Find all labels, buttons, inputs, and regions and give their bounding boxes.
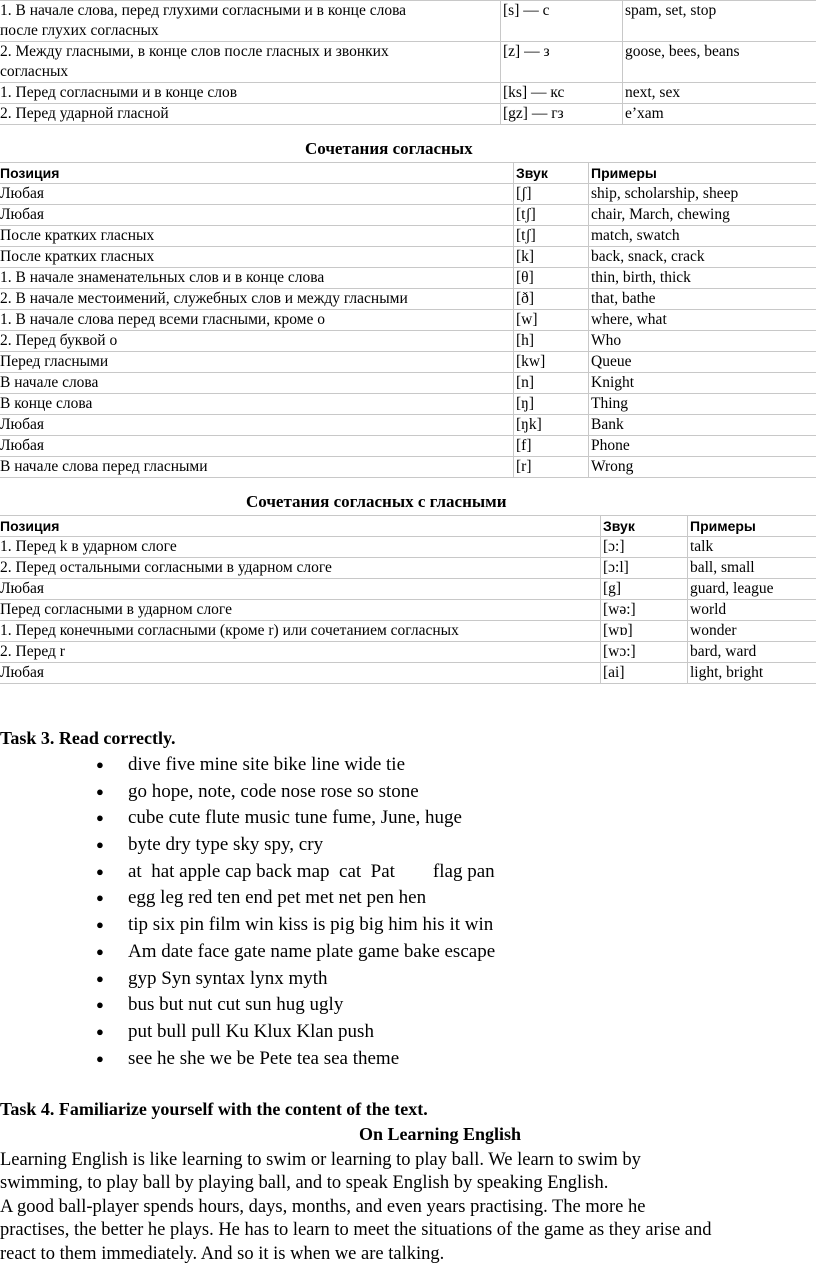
table-row (0, 289, 816, 310)
sound-header: Звук (514, 163, 589, 184)
sound-cell: [θ] (514, 268, 589, 289)
list-item (0, 805, 816, 832)
position-cell: Любая (0, 415, 514, 436)
table-row (0, 642, 816, 663)
position-cell: Перед гласными (0, 352, 514, 373)
examples-cell: Bank (589, 415, 816, 436)
bullet-icon: ● (96, 810, 104, 826)
list-item-text: byte dry type sky spy, cry (128, 834, 324, 856)
bullet-icon: ● (96, 890, 104, 906)
sound-cell: [g] (601, 579, 688, 600)
sound-header: Звук (601, 516, 688, 537)
table-row (0, 226, 816, 247)
bullet-icon: ● (96, 1050, 104, 1066)
read-correctly-list (0, 752, 816, 1072)
position-cell: В начале слова (0, 373, 514, 394)
text-title: On Learning English (358, 1124, 522, 1144)
list-item (0, 779, 816, 806)
sound-cell: [n] (514, 373, 589, 394)
table-row (0, 457, 816, 478)
paragraph (0, 1196, 816, 1266)
list-item-text: bus but nut cut sun hug ugly (128, 994, 344, 1016)
paragraph-line: A good ball-player spends hours, days, months, and even years practising. The more he (0, 1197, 646, 1217)
bullet-icon: ● (96, 837, 104, 853)
examples-cell: Queue (589, 352, 816, 373)
bullet-icon: ● (96, 997, 104, 1013)
list-item-text: cube cute flute music tune fume, June, huge (128, 807, 462, 829)
sound-cell: [ɔ:l] (601, 558, 688, 579)
examples-cell: Wrong (589, 457, 816, 478)
examples-cell: bard, ward (688, 642, 816, 663)
task4-title: Task 4. Familiarize yourself with the content of the text. (0, 1099, 428, 1119)
bullet-icon: ● (96, 863, 104, 879)
list-item-text: see he she we be Pete tea sea theme (128, 1047, 400, 1069)
position-cell: Перед согласными в ударном слоге (0, 600, 601, 621)
examples-cell: spam, set, stop (623, 1, 816, 42)
list-item (0, 912, 816, 939)
position-cell: 1. В начале слова перед всеми гласными, кроме о (0, 310, 514, 331)
table-row (0, 537, 816, 558)
sound-cell: [tʃ] (514, 226, 589, 247)
list-item-text: go hope, note, code nose rose so stone (128, 780, 419, 802)
sound-cell: [f] (514, 436, 589, 457)
examples-cell: next, sex (623, 83, 816, 104)
table-row (0, 310, 816, 331)
position-cell: 2. Перед остальными согласными в ударном слоге (0, 558, 601, 579)
table-row (0, 373, 816, 394)
examples-header: Примеры (589, 163, 816, 184)
sound-cell: [ŋk] (514, 415, 589, 436)
bullet-icon: ● (96, 943, 104, 959)
task3-title: Task 3. Read correctly. (0, 728, 176, 748)
header-row (0, 516, 816, 537)
position-cell: Любая (0, 663, 601, 684)
examples-header: Примеры (688, 516, 816, 537)
paragraph-line: swimming, to play ball by playing ball, and to speak English by speaking English. (0, 1173, 609, 1194)
table-row (0, 579, 816, 600)
position-cell (0, 1, 501, 42)
list-item (0, 885, 816, 912)
table-row (0, 394, 816, 415)
sound-cell: [wɒ] (601, 621, 688, 642)
header-row (0, 163, 816, 184)
list-item (0, 939, 816, 966)
list-item-text: at hat apple cap back map cat Pat flag pan (128, 860, 495, 882)
letter-rules-table (0, 0, 816, 125)
examples-cell: talk (688, 537, 816, 558)
position-line: 1. Перед согласными и в конце слов (0, 84, 238, 101)
table-row (0, 184, 816, 205)
position-line: 1. В начале слова, перед глухими согласными и в конце слова (0, 2, 407, 19)
list-item-text: tip six pin film win kiss is pig big him his it win (128, 914, 494, 936)
examples-cell: Knight (589, 373, 816, 394)
list-item-text: Am date face gate name plate game bake escape (128, 940, 496, 962)
position-line: 2. Перед ударной гласной (0, 105, 169, 122)
table-row (0, 83, 816, 104)
examples-cell: light, bright (688, 663, 816, 684)
position-cell: После кратких гласных (0, 247, 514, 268)
paragraph-line: Learning English is like learning to swim or learning to play ball. We learn to swim by (0, 1150, 641, 1170)
list-item (0, 832, 816, 859)
table-row (0, 1, 816, 42)
table-row (0, 600, 816, 621)
list-item (0, 859, 816, 886)
position-cell: 1. В начале знаменательных слов и в конце слова (0, 268, 514, 289)
position-cell: Любая (0, 184, 514, 205)
table-row (0, 621, 816, 642)
position-cell: В начале слова перед гласными (0, 457, 514, 478)
table-row (0, 42, 816, 83)
bullet-icon: ● (96, 970, 104, 986)
paragraph-line: practises, the better he plays. He has to learn to meet the situations of the game as they arise and (0, 1220, 712, 1241)
sound-cell: [kw] (514, 352, 589, 373)
consonant-vowel-title: Сочетания согласных с гласными (246, 492, 507, 511)
position-cell: 2. В начале местоимений, служебных слов и между гласными (0, 289, 514, 310)
position-line: 2. Между гласными, в конце слов после гласных и звонких (0, 43, 389, 60)
sound-cell: [gz] — гз (501, 104, 623, 125)
examples-cell: Thing (589, 394, 816, 415)
bullet-icon: ● (96, 783, 104, 799)
list-item (0, 1046, 816, 1073)
examples-cell: ball, small (688, 558, 816, 579)
examples-cell: that, bathe (589, 289, 816, 310)
examples-cell: where, what (589, 310, 816, 331)
sound-cell: [w] (514, 310, 589, 331)
list-item-text: egg leg red ten end pet met net pen hen (128, 887, 427, 909)
list-item (0, 752, 816, 779)
list-item-text: gyp Syn syntax lynx myth (128, 967, 328, 989)
list-item (0, 992, 816, 1019)
sound-cell: [ai] (601, 663, 688, 684)
bullet-icon: ● (96, 757, 104, 772)
examples-cell: world (688, 600, 816, 621)
examples-cell: e’xam (623, 104, 816, 125)
position-line: после глухих согласных (0, 22, 159, 39)
sound-cell: [ɔ:] (601, 537, 688, 558)
table-row (0, 104, 816, 125)
sound-cell: [h] (514, 331, 589, 352)
position-cell: 2. Перед буквой о (0, 331, 514, 352)
sound-cell: [r] (514, 457, 589, 478)
list-item (0, 1019, 816, 1046)
position-header: Позиция (0, 163, 514, 184)
position-line: согласных (0, 63, 69, 80)
position-cell: Любая (0, 205, 514, 226)
position-cell: 1. Перед k в ударном слоге (0, 537, 601, 558)
sound-cell: [wɔ:] (601, 642, 688, 663)
sound-cell: [ʃ] (514, 184, 589, 205)
sound-cell: [z] — з (501, 42, 623, 83)
examples-cell: wonder (688, 621, 816, 642)
sound-cell: [ŋ] (514, 394, 589, 415)
position-cell (0, 42, 501, 83)
sound-cell: [wə:] (601, 600, 688, 621)
paragraph (0, 1149, 816, 1196)
sound-cell: [ks] — кс (501, 83, 623, 104)
examples-cell: Who (589, 331, 816, 352)
table-row (0, 558, 816, 579)
table-row (0, 415, 816, 436)
position-cell: Любая (0, 436, 514, 457)
position-cell: 1. Перед конечными согласными (кроме r) или сочетанием согласных (0, 621, 601, 642)
list-item-text: put bull pull Ku Klux Klan push (128, 1020, 374, 1042)
table-row (0, 663, 816, 684)
bullet-icon: ● (96, 917, 104, 933)
examples-cell: thin, birth, thick (589, 268, 816, 289)
position-cell (0, 83, 501, 104)
bullet-icon: ● (96, 1023, 104, 1039)
table-row (0, 331, 816, 352)
table-row (0, 352, 816, 373)
examples-cell: ship, scholarship, sheep (589, 184, 816, 205)
sound-cell: [s] — с (501, 1, 623, 42)
examples-cell: Phone (589, 436, 816, 457)
examples-cell: back, snack, crack (589, 247, 816, 268)
sound-cell: [tʃ] (514, 205, 589, 226)
consonants-title: Сочетания согласных (305, 139, 473, 158)
paragraph-line: react to them immediately. And so it is when we are talking. (0, 1243, 445, 1264)
table-row (0, 436, 816, 457)
consonant-combinations-table (0, 162, 816, 478)
table-row (0, 247, 816, 268)
examples-cell: chair, March, chewing (589, 205, 816, 226)
position-cell: После кратких гласных (0, 226, 514, 247)
position-cell: 2. Перед r (0, 642, 601, 663)
examples-cell: match, swatch (589, 226, 816, 247)
position-header: Позиция (0, 516, 601, 537)
list-item-text: dive five mine site bike line wide tie (128, 754, 406, 775)
consonant-vowel-table (0, 515, 816, 684)
position-cell: В конце слова (0, 394, 514, 415)
sound-cell: [ð] (514, 289, 589, 310)
position-cell (0, 104, 501, 125)
examples-cell: guard, league (688, 579, 816, 600)
examples-cell: goose, bees, beans (623, 42, 816, 83)
table-row (0, 205, 816, 226)
position-cell: Любая (0, 579, 601, 600)
table-row (0, 268, 816, 289)
sound-cell: [k] (514, 247, 589, 268)
list-item (0, 966, 816, 993)
